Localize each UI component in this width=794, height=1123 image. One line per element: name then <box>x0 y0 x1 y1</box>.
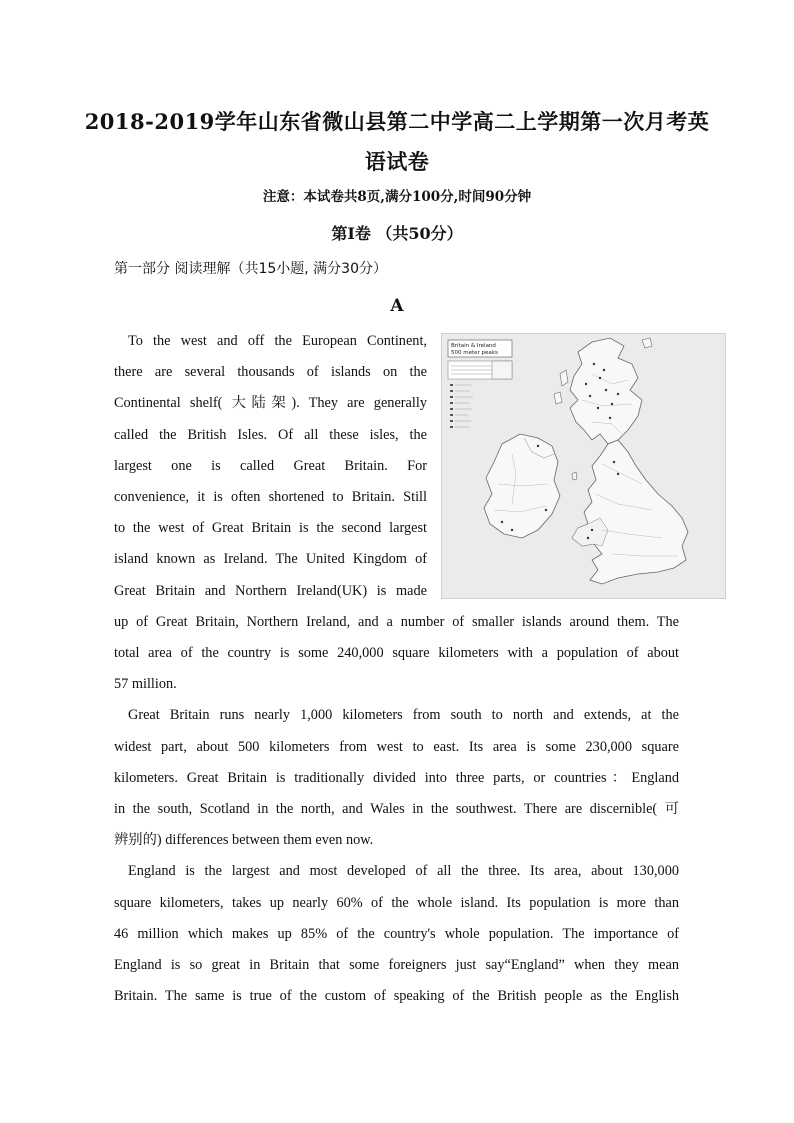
map-title-2: 500 meter peaks <box>451 350 498 356</box>
part-heading: 第一部分 阅读理解（共15小题, 满分30分） <box>114 261 387 277</box>
paragraph-line: Britain. The same is true of the custom of speaking of the British people as the English <box>114 988 679 1004</box>
paragraph-line: to the west of Great Britain is the second largest <box>114 520 427 536</box>
paragraph-line: To the west and off the European Continent, <box>128 333 427 349</box>
paragraph-line: England is the largest and most developed of all the three. Its area, about 130,000 <box>128 863 679 879</box>
paragraph-line: Great Britain and Northern Ireland(UK) is made <box>114 583 427 599</box>
paragraph-line: Great Britain runs nearly 1,000 kilometers from south to north and extends, at the <box>128 707 679 723</box>
paragraph-line: England is so great in Britain that some foreigners just say“England” when they mean <box>114 957 679 973</box>
map-title-1: Britain & Ireland <box>451 343 496 349</box>
paragraph-line: widest part, about 500 kilometers from west to east. Its area is some 230,000 square <box>114 739 679 755</box>
paragraph-line: island known as Ireland. The United Kingdom of <box>114 551 427 567</box>
paragraph-line: 辨别的) differences between them even now. <box>114 832 374 848</box>
paragraph-line: 46 million which makes up 85% of the country's whole population. The importance of <box>114 926 679 942</box>
paragraph-line: largest one is called Great Britain. For <box>114 458 427 474</box>
exam-notice: 注意：本试卷共8页,满分100分,时间90分钟 <box>262 189 532 205</box>
paragraph-line: convenience, it is often shortened to Britain. Still <box>114 489 427 505</box>
exam-title-line-2: 语试卷 <box>364 149 430 174</box>
paragraph-line: square kilometers, takes up nearly 60% of the whole island. Its population is more than <box>114 895 679 911</box>
paragraph-line: kilometers. Great Britain is traditionally divided into three parts, or countries：England <box>114 770 679 786</box>
paragraph-line: total area of the country is some 240,000 square kilometers with a population of about <box>114 645 679 661</box>
section-label: A <box>390 296 404 316</box>
volume-heading: 第I卷 （共50分） <box>331 224 463 243</box>
exam-title-line-1: 2018-2019学年山东省微山县第二中学高二上学期第一次月考英 <box>84 109 710 134</box>
paragraph-line: called the British Isles. Of all these isles, the <box>114 427 427 443</box>
paragraph-line: in the south, Scotland in the north, and Wales in the southwest. There are discernible( 可 <box>114 801 679 817</box>
paragraph-line: up of Great Britain, Northern Ireland, and a number of smaller islands around them. The <box>114 614 679 630</box>
paragraph-line: there are several thousands of islands on the <box>114 364 427 380</box>
paragraph-line: 57 million. <box>114 676 177 692</box>
britain-ireland-map-image <box>441 333 726 599</box>
paragraph-line: Continental shelf( 大陆架). They are generally <box>114 395 427 411</box>
